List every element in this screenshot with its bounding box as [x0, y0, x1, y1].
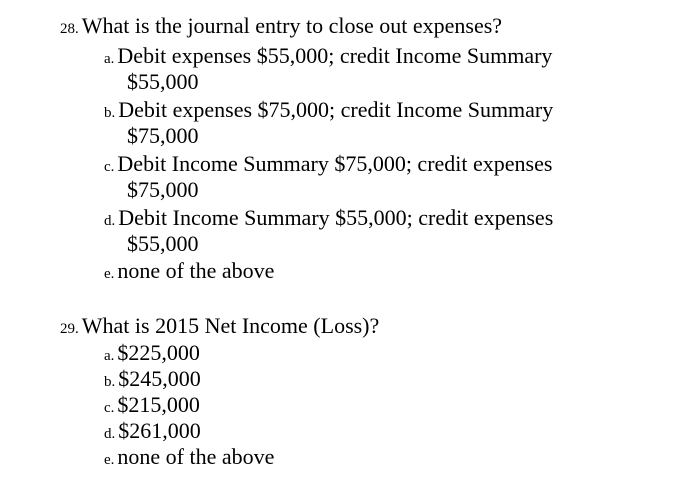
option-letter: a.: [104, 348, 115, 364]
option-text: Debit expenses $75,000; credit Income Summary: [118, 97, 554, 122]
question-28-stem: [60, 12, 502, 43]
question-text: What is 2015 Net Income (Loss)?: [81, 313, 380, 338]
option-letter: e.: [104, 452, 115, 468]
option-letter: b.: [104, 105, 116, 121]
option-c-continuation: $75,000: [127, 177, 199, 202]
option-b-continuation: $75,000: [127, 123, 199, 148]
option-e[interactable]: [104, 257, 274, 288]
option-letter: d.: [104, 213, 116, 229]
question-number: 28.: [60, 21, 79, 37]
option-a-continuation: $55,000: [127, 69, 199, 94]
option-letter: b.: [104, 374, 116, 390]
question-number: 29.: [60, 321, 79, 337]
option-text: $245,000: [118, 366, 201, 391]
question-text: What is the journal entry to close out expenses?: [81, 13, 503, 38]
option-text: Debit Income Summary $55,000; credit expenses: [118, 205, 554, 230]
option-letter: c.: [104, 400, 115, 416]
option-text: $215,000: [117, 392, 200, 417]
option-text: Debit expenses $55,000; credit Income Summary: [117, 43, 553, 68]
option-text: $225,000: [117, 340, 200, 365]
option-letter: c.: [104, 159, 115, 175]
option-e[interactable]: [104, 443, 274, 474]
option-text: none of the above: [117, 444, 275, 469]
option-text: Debit Income Summary $75,000; credit expenses: [117, 151, 553, 176]
option-letter: a.: [104, 51, 115, 67]
option-letter: d.: [104, 426, 116, 442]
option-text: none of the above: [117, 258, 275, 283]
option-d-continuation: $55,000: [127, 231, 199, 256]
option-text: $261,000: [118, 418, 201, 443]
option-letter: e.: [104, 266, 115, 282]
